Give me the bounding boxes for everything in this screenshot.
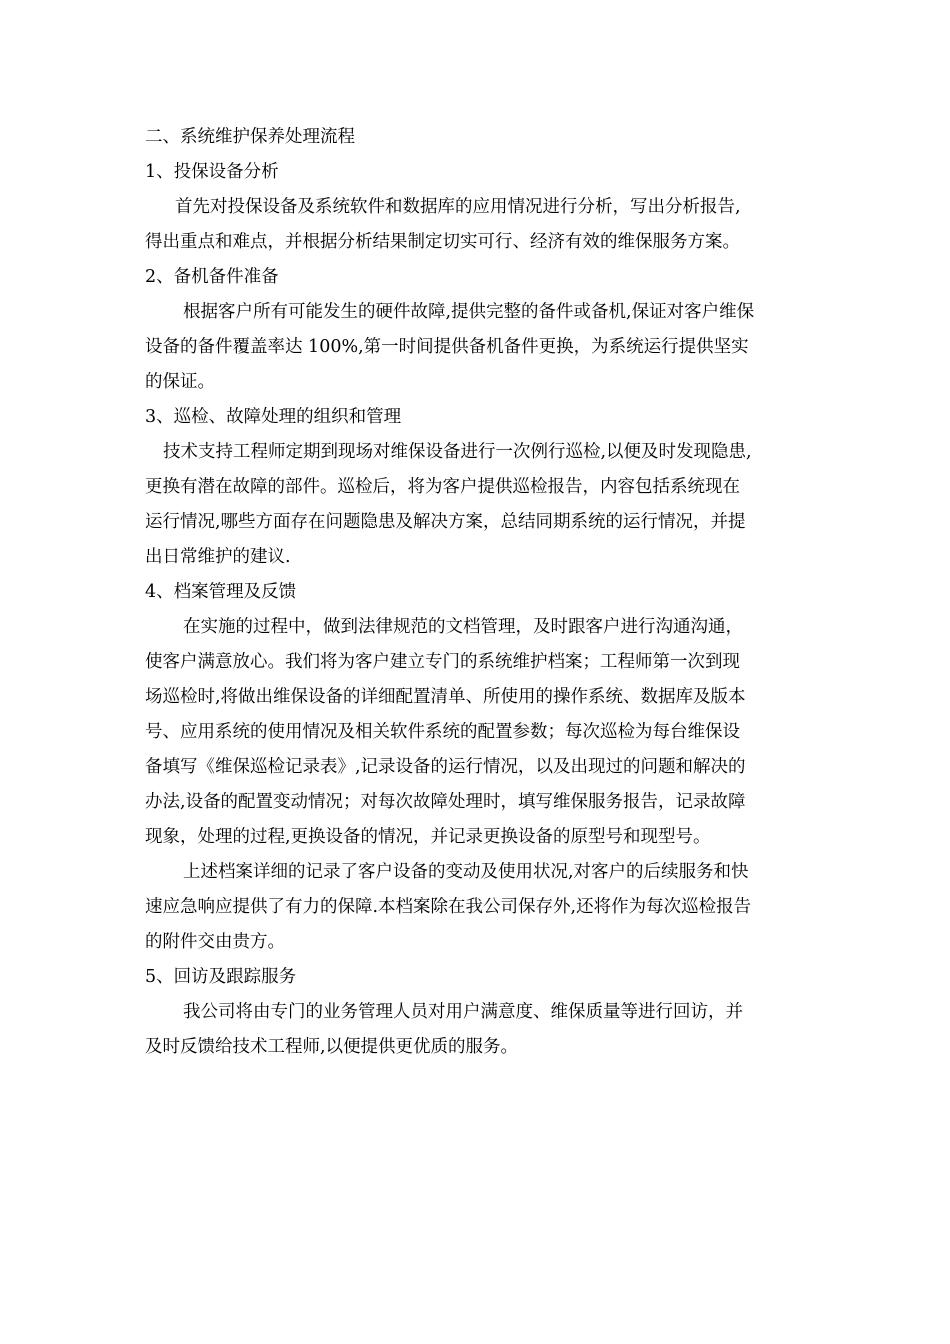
section-heading-4: 4、档案管理及反馈	[145, 582, 297, 602]
paragraph-4b	[145, 855, 825, 960]
paragraph-line: 及时反馈给技术工程师,以便提供更优质的服务。	[145, 1037, 519, 1057]
paragraph-line: 现象，处理的过程,更换设备的情况，并记录更换设备的原型号和现型号。	[145, 827, 711, 847]
section-heading-3: 3、巡检、故障处理的组织和管理	[145, 407, 402, 427]
paragraph-line: 我公司将由专门的业务管理人员对用户满意度、维保质量等进行回访，并	[183, 1002, 743, 1022]
paragraph-5	[145, 995, 825, 1065]
paragraph-1	[145, 190, 825, 260]
paragraph-4a	[145, 610, 825, 855]
paragraph-line: 得出重点和难点，并根据分析结果制定切实可行、经济有效的维保服务方案。	[145, 232, 740, 252]
paragraph-line: 场巡检时,将做出维保设备的详细配置清单、所使用的操作系统、数据库及版本	[145, 687, 746, 707]
paragraph-line: 出日常维护的建议.	[145, 547, 291, 567]
paragraph-line: 使客户满意放心。我们将为客户建立专门的系统维护档案；工程师第一次到现	[145, 652, 740, 672]
paragraph-line: 速应急响应提供了有力的保障.本档案除在我公司保存外,还将作为每次巡检报告	[145, 897, 752, 917]
paragraph-line: 设备的备件覆盖率达 100%,第一时间提供备机备件更换，为系统运行提供坚实	[145, 337, 749, 357]
paragraph-line: 的附件交由贵方。	[145, 932, 285, 952]
section-heading-1: 1、投保设备分析	[145, 162, 279, 182]
paragraph-line: 备填写《维保巡检记录表》,记录设备的运行情况，以及出现过的问题和解决的	[145, 757, 746, 777]
paragraph-line: 根据客户所有可能发生的硬件故障,提供完整的备件或备机,保证对客户维保	[183, 302, 755, 322]
paragraph-line: 运行情况,哪些方面存在问题隐患及解决方案，总结同期系统的运行情况，并提	[145, 512, 746, 532]
paragraph-line: 号、应用系统的使用情况及相关软件系统的配置参数；每次巡检为每台维保设	[145, 722, 740, 742]
section-heading-5: 5、回访及跟踪服务	[145, 967, 297, 987]
paragraph-line: 技术支持工程师定期到现场对维保设备进行一次例行巡检,以便及时发现隐患,	[163, 442, 752, 462]
paragraph-2	[145, 295, 825, 400]
paragraph-line: 上述档案详细的记录了客户设备的变动及使用状况,对客户的后续服务和快	[183, 862, 749, 882]
section-title: 二、系统维护保养处理流程	[145, 127, 355, 147]
paragraph-line: 办法,设备的配置变动情况；对每次故障处理时，填写维保服务报告，记录故障	[145, 792, 746, 812]
paragraph-3	[145, 435, 825, 575]
paragraph-line: 在实施的过程中，做到法律规范的文档管理，及时跟客户进行沟通沟通，	[183, 617, 743, 637]
paragraph-line: 首先对投保设备及系统软件和数据库的应用情况进行分析，写出分析报告,	[175, 197, 741, 217]
paragraph-line: 更换有潜在故障的部件。巡检后，将为客户提供巡检报告，内容包括系统现在	[145, 477, 740, 497]
section-heading-2: 2、备机备件准备	[145, 267, 279, 287]
document-body	[145, 120, 825, 1065]
paragraph-line: 的保证。	[145, 372, 215, 392]
